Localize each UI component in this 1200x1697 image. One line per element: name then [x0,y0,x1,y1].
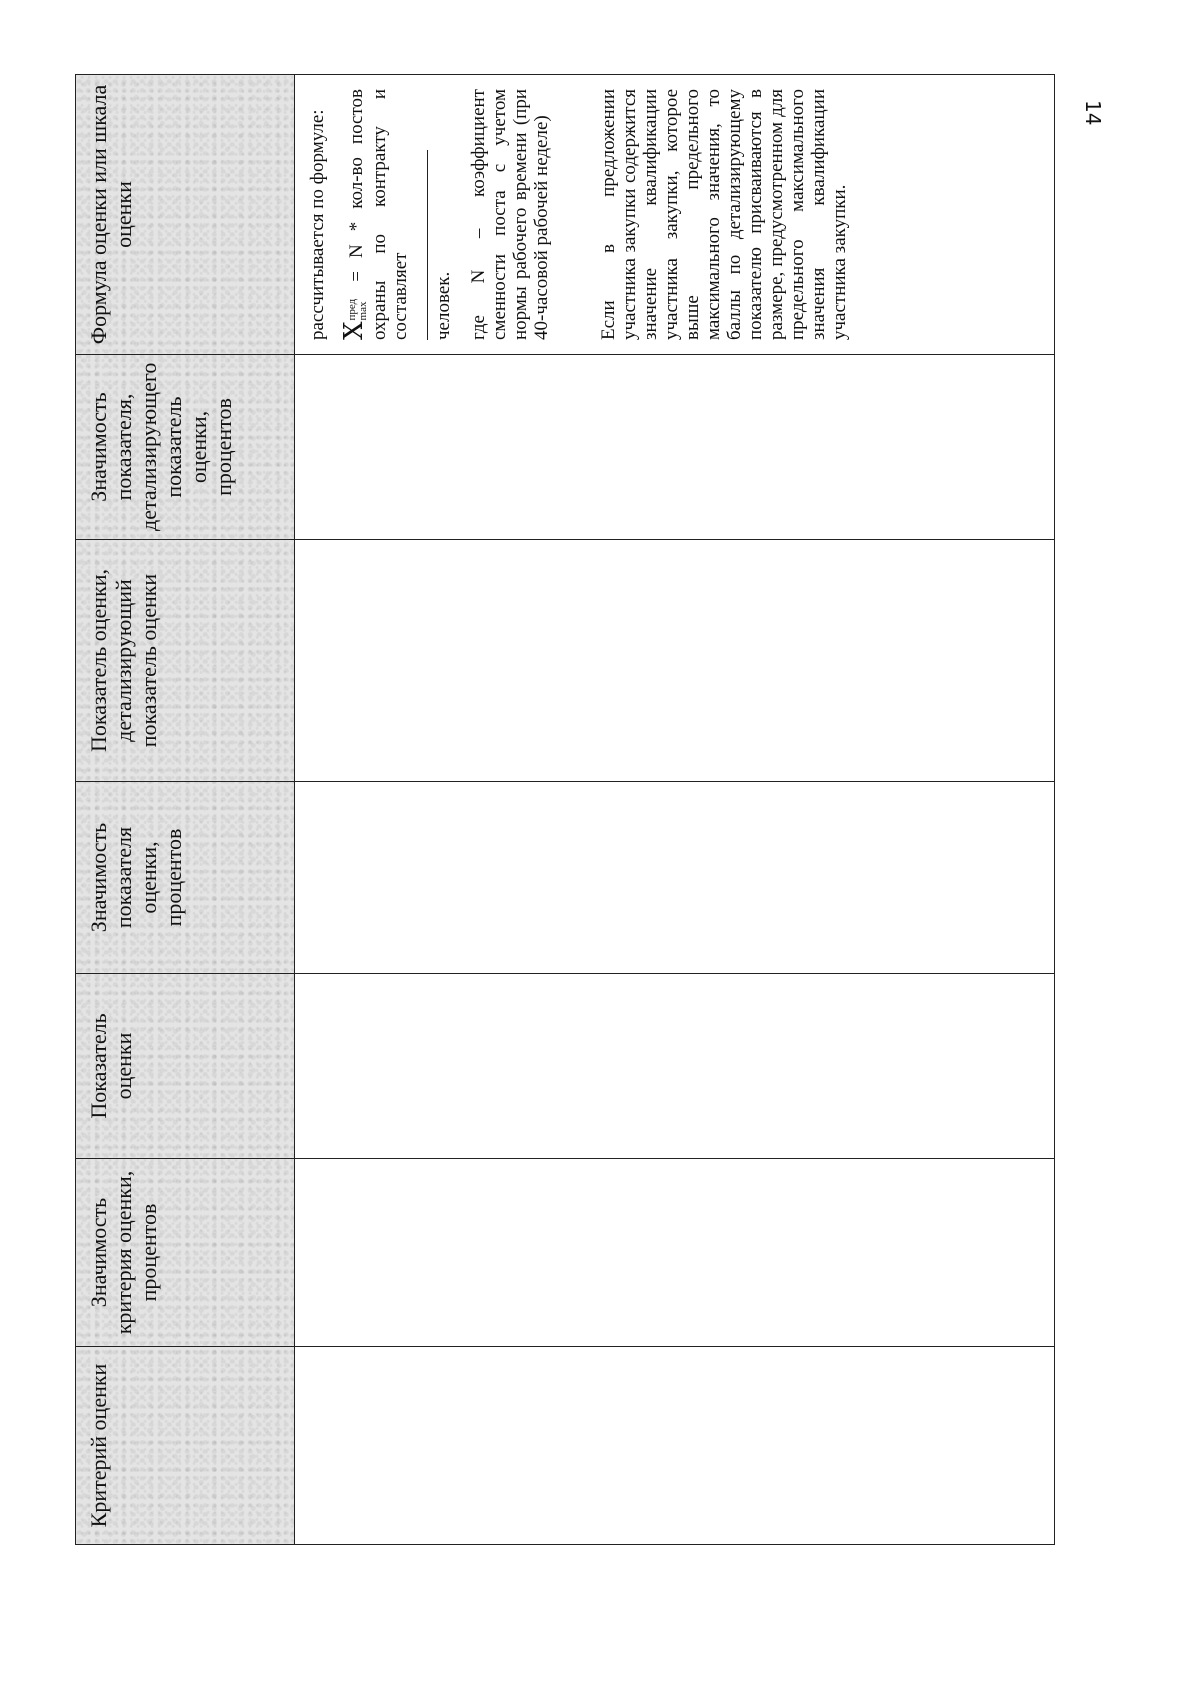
header-indicator: Показатель оценки [76,974,295,1159]
cell-criterion-weight [295,1159,1055,1347]
header-detail-indicator-weight: Значимость показателя, детализирующего показатель оценки, процентов [76,355,295,540]
formula-cell-content [295,75,876,354]
header-criterion: Критерий оценки [76,1347,295,1545]
header-detail-indicator: Показатель оценки, детализирующий показатель оценки [76,540,295,782]
formula-subscript: max [356,301,369,321]
n-definition-text: где N – коэффициент сменности поста с учетом нормы рабочего времени (при 40-часовой рабочей неделе) [467,89,552,340]
header-formula: Формула оценки или шкала оценки [76,75,295,355]
formula-tail-text: человек. [432,271,454,340]
formula-expression [339,88,454,340]
header-indicator-weight: Значимость показателя оценки, процентов [76,782,295,974]
cell-detail-indicator-weight [295,355,1055,540]
page-number: 14 [1081,100,1105,126]
header-criterion-weight: Значимость критерия оценки, процентов [76,1159,295,1347]
cell-detail-indicator [295,540,1055,782]
cell-indicator-weight [295,782,1055,974]
fill-in-blank-line [411,150,428,340]
table-header-row [76,75,295,1545]
formula-lead-text: рассчитывается по формуле: [307,109,328,340]
cell-formula [295,75,1055,355]
rule-text: Если в предложении участника закупки содержится значение квалификации участника закупки, которое выше предельного максимального значения, то баллы по детализирующему показателю присваиваются в размере, предусмотренном для предельного максимального значения квалификации участника закупки. [597,89,850,340]
formula-superscript: пред [345,298,358,321]
rotated-page-content [75,75,1055,1545]
evaluation-criteria-table [75,74,1055,1545]
cell-criterion [295,1347,1055,1545]
table-row [295,75,1055,1545]
formula-symbol: X [339,321,369,340]
formula-scripts [347,299,369,321]
formula-body-text: = N * кол-во постов охраны по контракту и составляет [346,88,411,340]
cell-indicator [295,974,1055,1159]
